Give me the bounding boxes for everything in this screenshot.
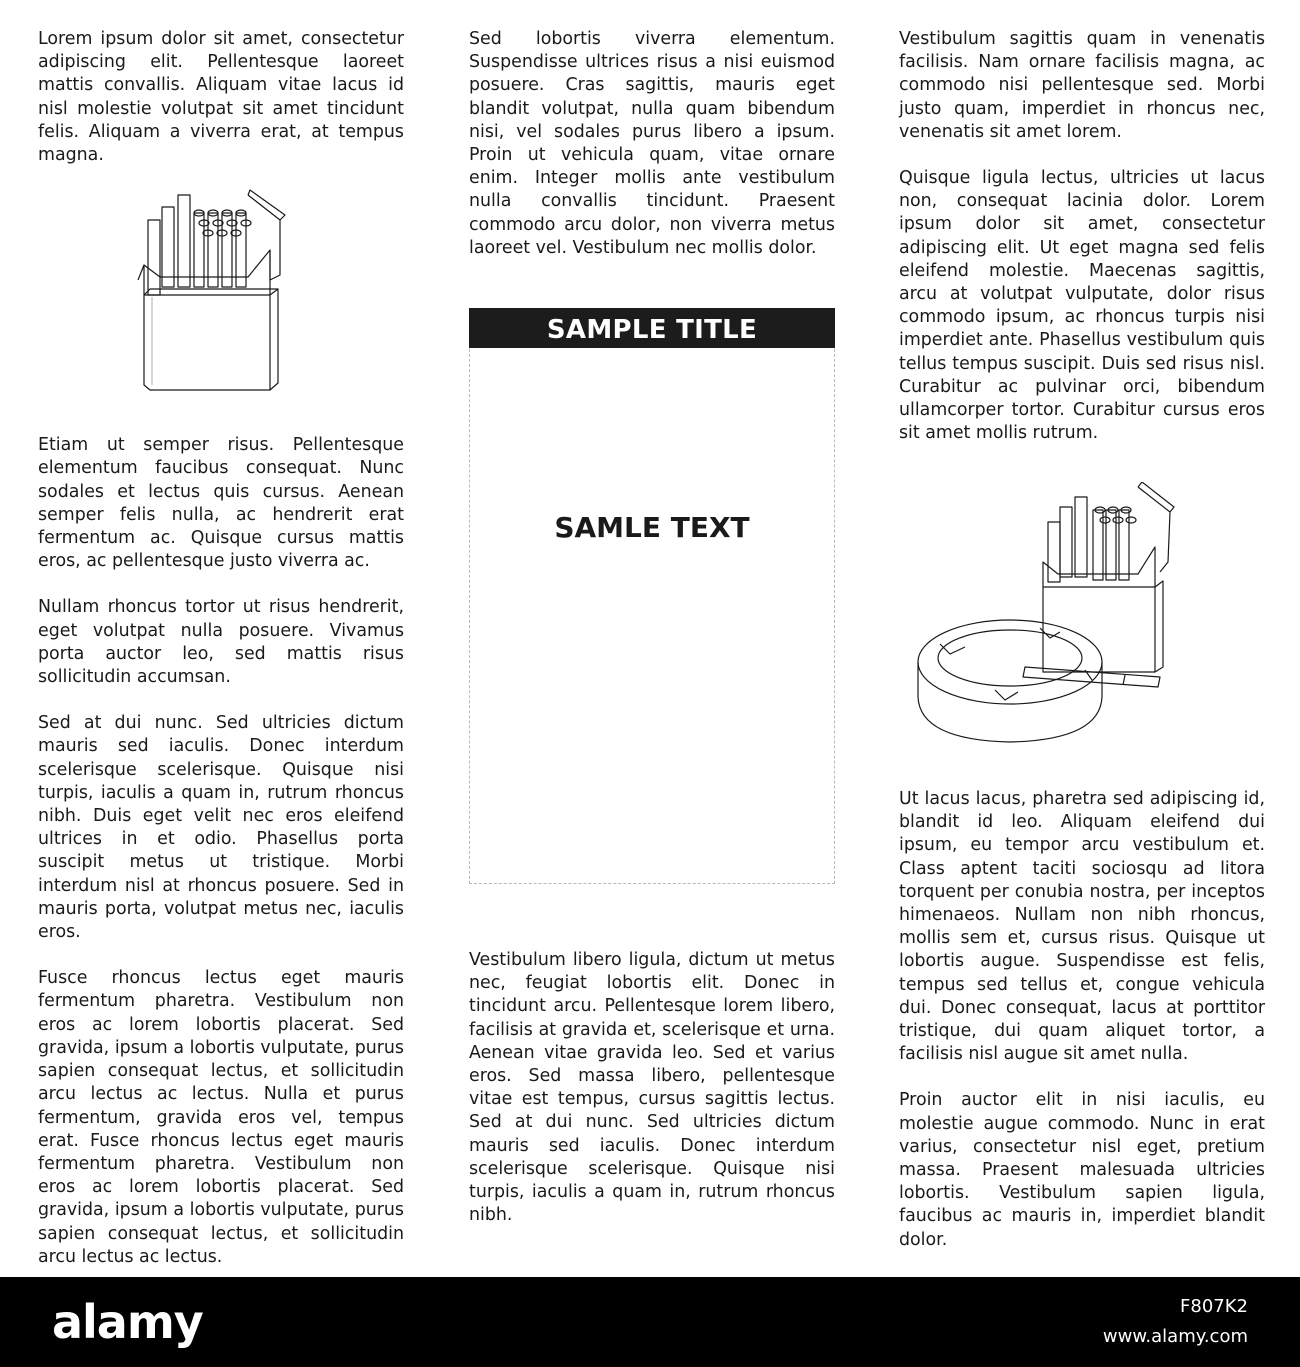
sample-title-bar: SAMPLE TITLE [469, 308, 835, 348]
sample-text: SAMLE TEXT [554, 511, 750, 544]
paragraph: Sed at dui nunc. Sed ultricies dictum mauris sed iaculis. Donec interdum scelerisque scelerisque. Quisque nisi turpis, iaculis a quam in, rutrum rhoncus nibh. Duis eget velit nec eros eleifend ultrices in et odio. Phasellus porta suscipit metus ut tristique. Morbi interdum nisl at rhoncus posuere. Sed in mauris porta, volutpat metus nec, iaculis eros. [38, 713, 404, 943]
paragraph: Proin auctor elit in nisi iaculis, eu molestie augue commodo. Nunc in erat varius, consectetur nisl eget, pretium massa. Praesent malesuada ultricies lobortis. Vestibulum sapien ligula, faucibus ac mauris in, imperdiet blandit dolor. [899, 1090, 1265, 1250]
cigarettes [148, 195, 251, 295]
site-url: www.alamy.com [1102, 1326, 1248, 1347]
right-column-bottom [899, 788, 1265, 1252]
paragraph: Vestibulum libero ligula, dictum ut metus nec, feugiat lobortis elit. Donec in tincidunt arcu. Pellentesque lorem libero, facilisis at gravida et, scelerisque et urna. Aenean vitae gravida leo. Sed et varius eros. Sed massa libero, pellentesque vitae est tempus, cursus sagittis lectus. Sed at dui nunc. Sed ultricies dictum mauris sed iaculis. Donec interdum scelerisque scelerisque. Quisque nisi turpis, iaculis a quam in, rutrum rhoncus nibh. [469, 950, 835, 1226]
paragraph: Ut lacus lacus, pharetra sed adipiscing id, blandit id leo. Aliquam eleifend dui ipsum, eu tempor arcu vestibulum et. Class aptent taciti sociosqu ad litora torquent per conubia nostra, per inceptos himenaeos. Nullam non nibh rhoncus, mollis sem et, cursus risus. Quisque ut lobortis augue. Suspendisse est felis, tempus sed tellus et, congue vehicula dui. Donec consequat, lacus at porttitor tristique, dui quam aliquet tortor, a facilisis nisl augue sit amet nulla. [899, 789, 1265, 1065]
image-code: F807K2 [1180, 1296, 1248, 1317]
sample-text-box [469, 349, 835, 884]
paragraph: Lorem ipsum dolor sit amet, consectetur adipiscing elit. Pellentesque laoreet mattis convallis. Aliquam vitae lacus id nisl molestie volutpat sit amet tincidunt felis. Aliquam a viverra erat, at tempus magna. [38, 29, 404, 166]
cigarette-pack-icon [130, 185, 290, 395]
paragraph: Vestibulum sagittis quam in venenatis facilisis. Nam ornare facilisis magna, ac commodo nisi pellentesque sed. Morbi justo quam, imperdiet in rhoncus nec, venenatis sit amet lorem. [899, 29, 1265, 142]
paragraph: Etiam ut semper risus. Pellentesque elementum faucibus consequat. Nunc sodales et lectus quis cursus. Aenean semper felis nulla, ac hendrerit erat fermentum ac. Quisque cursus mattis eros, ac pellentesque justo viverra ac. [38, 435, 404, 572]
right-column [899, 28, 1265, 445]
middle-column-bottom [469, 949, 835, 1227]
cigarette-pack [1043, 482, 1174, 672]
middle-column [469, 28, 835, 260]
paragraph: Quisque ligula lectus, ultricies ut lacus non, consequat lacinia dolor. Lorem ipsum dolor sit amet, consectetur adipiscing elit. Ut eget magna sed felis eleifend molestie. Maecenas sagittis, arcu at volutpat vulputate, dolor risus commodo ipsum, ac rhoncus turpis nisi imperdiet ante. Phasellus vestibulum quis tellus tempus suscipit. Duis sed risus nisl. Curabitur ac pulvinar orci, bibendum ullamcorper tortor. Curabitur cursus eros sit amet mollis rutrum. [899, 168, 1265, 444]
paragraph: Fusce rhoncus lectus eget mauris fermentum pharetra. Vestibulum non eros ac lorem lobortis placerat. Sed gravida, ipsum a lobortis vulputate, purus sapien consequat lectus, et sollicitudin arcu lectus ac lectus. Nulla et purus fermentum, gravida eros vel, tempus erat. Fusce rhoncus lectus eget mauris fermentum pharetra. Vestibulum non eros ac lorem lobortis placerat. Sed gravida, ipsum a lobortis vulputate, purus sapien consequat lectus, et sollicitudin arcu lectus ac lectus. [38, 968, 404, 1267]
ashtray-and-pack-icon [910, 482, 1175, 747]
brand-logo: alamy [52, 1295, 203, 1349]
paragraph: Sed lobortis viverra elementum. Suspendisse ultrices risus a nisi euismod posuere. Cras sagittis, mauris eget blandit volutpat, nulla quam bibendum nisi, vel sodales purus libero a ipsum. Proin ut vehicula quam, vitae ornare enim. Integer mollis ante vestibulum nulla convallis tincidunt. Praesent commodo arcu dolor, non viverra metus laoreet vel. Vestibulum nec mollis dolor. [469, 29, 835, 258]
paragraph: Nullam rhoncus tortor ut risus hendrerit, eget volutpat nulla posuere. Vivamus porta auctor leo, sed mattis risus sollicitudin accumsan. [38, 597, 404, 688]
